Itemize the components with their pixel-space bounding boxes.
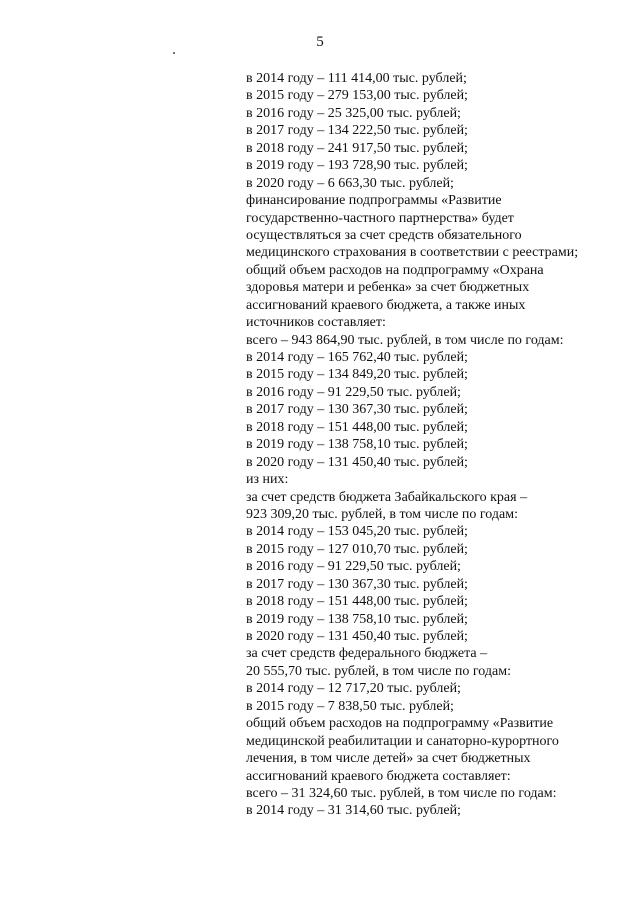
text-line: ассигнований краевого бюджета составляет: bbox=[246, 768, 511, 784]
scan-speck bbox=[173, 52, 175, 54]
text-line: за счет средств бюджета Забайкальского края – bbox=[246, 489, 528, 505]
text-line: медицинской реабилитации и санаторно-курортного bbox=[246, 733, 559, 749]
text-line: в 2015 году – 279 153,00 тыс. рублей; bbox=[246, 88, 468, 104]
page-number: 5 bbox=[316, 34, 324, 50]
text-line: в 2014 году – 31 314,60 тыс. рублей; bbox=[246, 803, 461, 819]
text-line: всего – 31 324,60 тыс. рублей, в том числе по годам: bbox=[246, 785, 557, 801]
text-line: в 2014 году – 111 414,00 тыс. рублей; bbox=[246, 71, 467, 86]
text-line: в 2018 году – 151 448,00 тыс. рублей; bbox=[246, 419, 468, 435]
text-line: в 2014 году – 153 045,20 тыс. рублей; bbox=[246, 524, 468, 540]
text-line: в 2019 году – 193 728,90 тыс. рублей; bbox=[246, 158, 468, 174]
text-line: общий объем расходов на подпрограмму «Охрана bbox=[246, 262, 544, 278]
body-text bbox=[246, 70, 610, 820]
text-line: в 2019 году – 138 758,10 тыс. рублей; bbox=[246, 611, 468, 627]
text-line: в 2020 году – 131 450,40 тыс. рублей; bbox=[246, 629, 468, 644]
text-line: в 2018 году – 151 448,00 тыс. рублей; bbox=[246, 594, 468, 610]
text-line: медицинского страхования в соответствии с реестрами; bbox=[246, 245, 579, 261]
text-line: 923 309,20 тыс. рублей, в том числе по годам: bbox=[246, 506, 518, 522]
text-line: в 2020 году – 6 663,30 тыс. рублей; bbox=[246, 175, 454, 191]
text-line: в 2017 году – 134 222,50 тыс. рублей; bbox=[246, 123, 468, 139]
text-line: в 2019 году – 138 758,10 тыс. рублей; bbox=[246, 437, 468, 453]
text-line: 20 555,70 тыс. рублей, в том числе по годам: bbox=[246, 663, 511, 679]
text-line: за счет средств федерального бюджета – bbox=[246, 646, 488, 662]
text-line: в 2016 году – 91 229,50 тыс. рублей; bbox=[246, 559, 461, 575]
text-line: в 2016 году – 25 325,00 тыс. рублей; bbox=[246, 105, 461, 121]
text-line: государственно-частного партнерства» будет bbox=[246, 210, 514, 226]
text-line: в 2015 году – 127 010,70 тыс. рублей; bbox=[246, 541, 468, 557]
text-line: источников составляет: bbox=[246, 315, 386, 331]
text-line: осуществляться за счет средств обязательного bbox=[246, 227, 522, 243]
text-line: из них: bbox=[246, 472, 289, 488]
text-line: финансирование подпрограммы «Развитие bbox=[246, 193, 502, 209]
text-line: ассигнований краевого бюджета, а также иных bbox=[246, 297, 526, 313]
text-line: всего – 943 864,90 тыс. рублей, в том числе по годам: bbox=[246, 332, 564, 348]
text-line: лечения, в том числе детей» за счет бюджетных bbox=[246, 751, 531, 767]
text-line: в 2018 году – 241 917,50 тыс. рублей; bbox=[246, 140, 468, 156]
text-line: в 2014 году – 165 762,40 тыс. рублей; bbox=[246, 350, 468, 365]
text-line: здоровья матери и ребенка» за счет бюджетных bbox=[246, 280, 530, 296]
text-line: в 2020 году – 131 450,40 тыс. рублей; bbox=[246, 454, 468, 470]
text-line: в 2015 году – 134 849,20 тыс. рублей; bbox=[246, 367, 468, 383]
text-line: в 2016 году – 91 229,50 тыс. рублей; bbox=[246, 384, 461, 400]
text-line: в 2015 году – 7 838,50 тыс. рублей; bbox=[246, 698, 454, 714]
text-line: общий объем расходов на подпрограмму «Развитие bbox=[246, 716, 554, 732]
text-line: в 2014 году – 12 717,20 тыс. рублей; bbox=[246, 681, 461, 697]
text-line: в 2017 году – 130 367,30 тыс. рублей; bbox=[246, 402, 468, 418]
text-line: в 2017 году – 130 367,30 тыс. рублей; bbox=[246, 576, 468, 592]
